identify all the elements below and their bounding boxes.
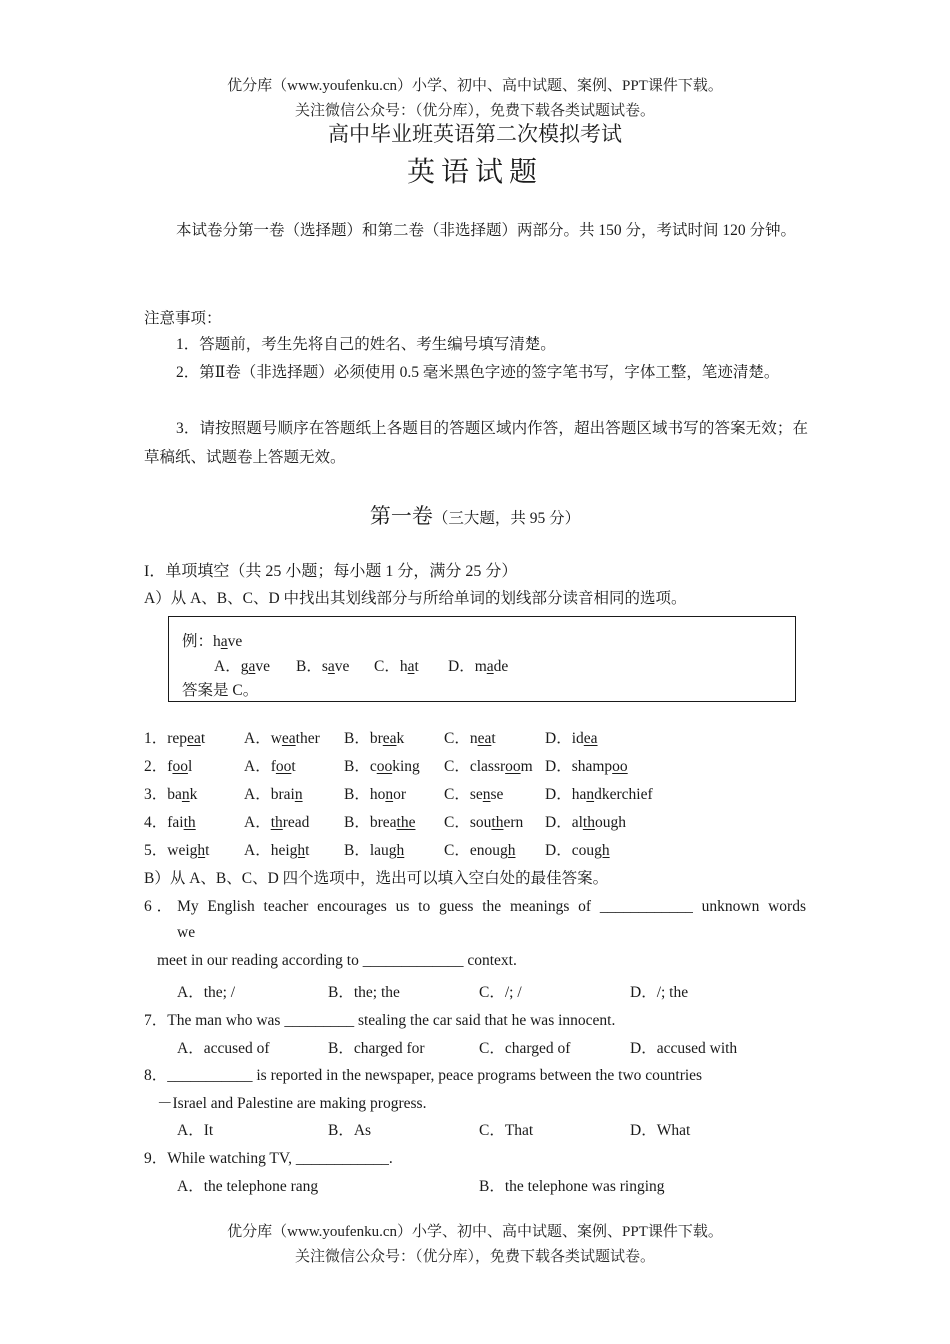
footer-line-2: 关注微信公众号：（优分库），免费下载各类试题试卷。 xyxy=(294,1249,655,1265)
section-title xyxy=(0,500,950,530)
q8-option-d[interactable]: D．What xyxy=(630,1122,691,1139)
phonetic-option-b[interactable]: B．cooking xyxy=(344,758,420,775)
q7-stem: 7．The man who was _________ stealing the car said that he was innocent. xyxy=(144,1012,616,1029)
phonetic-option-c[interactable]: C．enough xyxy=(444,842,516,859)
q8-option-c[interactable]: C．That xyxy=(479,1122,534,1139)
exam-title: 英语试题 xyxy=(406,157,543,188)
q8-option-a[interactable]: A．It xyxy=(177,1122,214,1139)
note-item-1: 1．答题前，考生先将自己的姓名、考生编号填写清楚。 xyxy=(176,336,556,353)
part1-heading: I．单项填空（共 25 小题；每小题 1 分，满分 25 分） xyxy=(144,563,518,580)
q8-option-b[interactable]: B．As xyxy=(328,1122,372,1139)
question-word: 5．weight xyxy=(144,842,210,859)
phonetic-option-b[interactable]: B．breathe xyxy=(344,814,416,831)
intro-paragraph: 本试卷分第一卷（选择题）和第二卷（非选择题）两部分。共 150 分，考试时间 120 分钟。 xyxy=(176,222,797,239)
phonetic-option-b[interactable]: B．laugh xyxy=(344,842,405,859)
phonetic-option-a[interactable]: A．brain xyxy=(244,786,303,803)
example-option-b: B．save xyxy=(296,658,350,675)
q6-text: 6．My English teacher encourages us to guess the meanings of ____________ unknown words xyxy=(144,898,806,915)
phonetic-option-a[interactable]: A．thread xyxy=(244,814,310,831)
q8-stem-line-2: －Israel and Palestine are making progress. xyxy=(157,1095,427,1112)
section-title-text: 第一卷 xyxy=(369,504,433,528)
notes-heading: 注意事项： xyxy=(144,310,222,327)
q6-line-2: meet in our reading according to _____________ context. xyxy=(157,952,517,969)
q9-option-b[interactable]: B．the telephone was ringing xyxy=(479,1178,665,1195)
example-answer: 答案是 C。 xyxy=(182,682,259,699)
phonetic-option-c[interactable]: C．southern xyxy=(444,814,524,831)
question-word: 3．bank xyxy=(144,786,198,803)
example-option-c: C．hat xyxy=(374,658,419,675)
phonetic-option-d[interactable]: D．although xyxy=(545,814,626,831)
q6-option-b[interactable]: B．the; the xyxy=(328,984,400,1001)
phonetic-option-d[interactable]: D．shampoo xyxy=(545,758,628,775)
phonetic-option-a[interactable]: A．foot xyxy=(244,758,296,775)
question-word: 4．faith xyxy=(144,814,196,831)
phonetic-option-a[interactable]: A．height xyxy=(244,842,310,859)
phonetic-option-c[interactable]: C．sense xyxy=(444,786,504,803)
example-option-d: D．made xyxy=(448,658,509,675)
q7-option-b[interactable]: B．charged for xyxy=(328,1040,425,1057)
q9-option-a[interactable]: A．the telephone rang xyxy=(177,1178,319,1195)
phonetic-option-d[interactable]: D．handkerchief xyxy=(545,786,653,803)
phonetic-option-c[interactable]: C．classroom xyxy=(444,758,533,775)
q6-option-d[interactable]: D．/; the xyxy=(630,984,689,1001)
question-word: 2．fool xyxy=(144,758,193,775)
note-item-2: 2．第Ⅱ卷（非选择题）必须使用 0.5 毫米黑色字迹的签字笔书写，字体工整，笔迹清楚。 xyxy=(176,364,780,381)
phonetic-option-a[interactable]: A．weather xyxy=(244,730,320,747)
q6-option-c[interactable]: C．/; / xyxy=(479,984,522,1001)
header-line-1: 优分库（www.youfenku.cn）小学、初中、高中试题、案例、PPT课件下载。 xyxy=(227,78,723,94)
header-line-2: 关注微信公众号：（优分库），免费下载各类试题试卷。 xyxy=(294,103,655,119)
note-item-3: 3．请按照题号顺序在答题纸上各题目的答题区域内作答，超出答题区域书写的答案无效；在草稿纸、试题卷上答题无效。 xyxy=(144,420,808,466)
q7-option-d[interactable]: D．accused with xyxy=(630,1040,738,1057)
phonetic-option-d[interactable]: D．cough xyxy=(545,842,610,859)
q7-option-a[interactable]: A．accused of xyxy=(177,1040,270,1057)
phonetic-option-b[interactable]: B．honor xyxy=(344,786,407,803)
q6-line-1b: we xyxy=(177,924,196,941)
part-b-instruction: B）从 A、B、C、D 四个选项中，选出可以填入空白处的最佳答案。 xyxy=(144,870,609,887)
q7-option-c[interactable]: C．charged of xyxy=(479,1040,571,1057)
part-a-instruction: A）从 A、B、C、D 中找出其划线部分与所给单词的划线部分读音相同的选项。 xyxy=(144,590,687,607)
example-question: 例：have xyxy=(182,633,243,650)
phonetic-option-d[interactable]: D．idea xyxy=(545,730,598,747)
question-word: 1．repeat xyxy=(144,730,206,747)
q6-option-a[interactable]: A．the; / xyxy=(177,984,236,1001)
q8-stem-line-1: 8．___________ is reported in the newspaper, peace programs between the two countries xyxy=(144,1067,703,1084)
example-box xyxy=(168,616,796,702)
q6-line-1 xyxy=(144,894,806,916)
exam-subtitle: 高中毕业班英语第二次模拟考试 xyxy=(328,122,622,146)
example-option-a: A．gave xyxy=(214,658,270,675)
section-title-note: （三大题，共 95 分） xyxy=(432,510,581,527)
footer-line-1: 优分库（www.youfenku.cn）小学、初中、高中试题、案例、PPT课件下载。 xyxy=(227,1224,723,1240)
phonetic-option-b[interactable]: B．break xyxy=(344,730,405,747)
phonetic-option-c[interactable]: C．neat xyxy=(444,730,496,747)
q9-stem: 9．While watching TV, ____________. xyxy=(144,1150,393,1167)
